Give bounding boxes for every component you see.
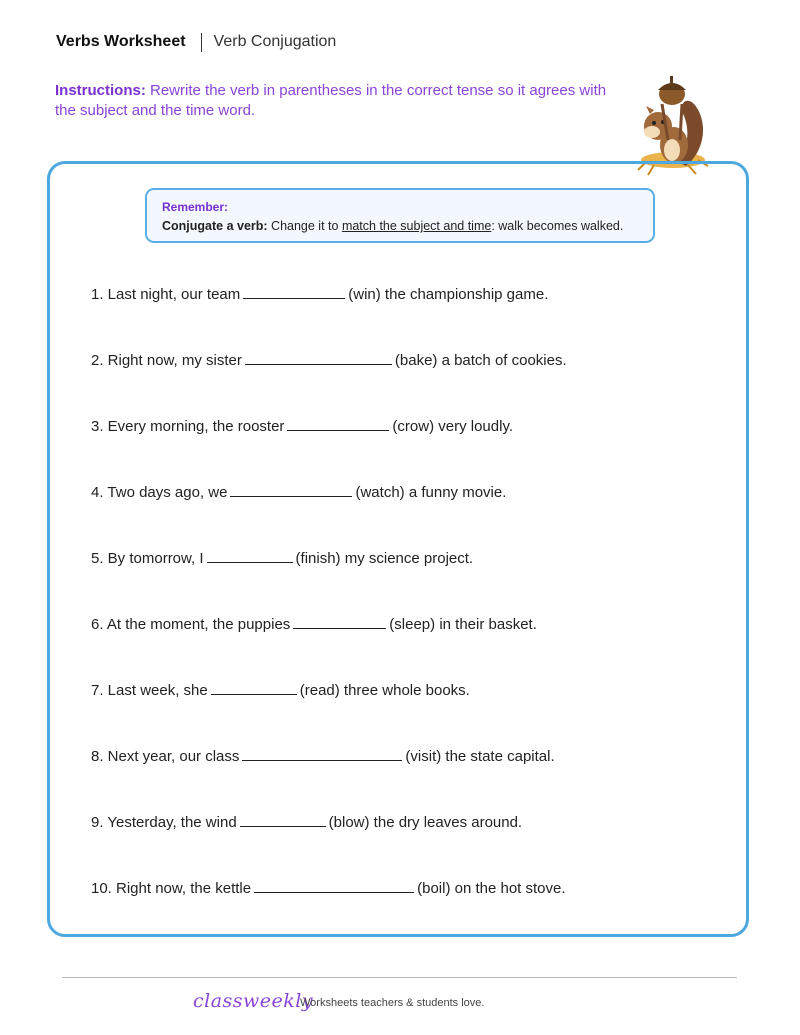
header-divider [201,33,202,52]
question-item [91,614,731,680]
question-item [91,746,731,812]
question-item [91,812,731,878]
question-item [91,680,731,746]
answer-blank[interactable] [287,416,389,431]
answer-blank[interactable] [254,878,414,893]
answer-blank[interactable] [211,680,297,695]
question-item [91,548,731,614]
answer-blank[interactable] [230,482,352,497]
instructions-text: Rewrite the verb in parentheses in the correct tense so it agrees with the subject and the time word. [55,82,607,119]
remember-label: Remember: [162,200,229,214]
answer-blank[interactable] [245,350,392,365]
question-item [91,284,731,350]
question-item [91,416,731,482]
remember-text-after: : walk becomes walked. [491,219,624,233]
question-verb-hint: (finish) my science project. [295,550,474,567]
question-verb-hint: (boil) on the hot stove. [417,880,566,897]
question-prompt: 1. Last night, our team [91,286,241,303]
question-prompt: 2. Right now, my sister [91,352,242,369]
question-verb-hint: (watch) a funny movie. [355,484,507,501]
answer-blank[interactable] [293,614,386,629]
footer-divider [62,977,737,978]
question-verb-hint: (sleep) in their basket. [389,616,537,633]
answer-blank[interactable] [240,812,326,827]
question-verb-hint: (bake) a batch of cookies. [394,352,567,369]
remember-text-before: Change it to [267,219,342,233]
question-prompt: 7. Last week, she [91,682,208,699]
question-verb-hint: (read) three whole books. [299,682,470,699]
remember-term: Conjugate a verb: [162,219,268,233]
worksheet-title: Verbs Worksheet [56,33,186,50]
remember-box [145,188,655,243]
instructions [55,81,625,121]
answer-blank[interactable] [207,548,293,563]
brand-logo: classweekly [193,990,314,1012]
question-item [91,878,731,944]
answer-blank[interactable] [242,746,402,761]
remember-underlined: match the subject and time [341,219,492,233]
question-prompt: 5. By tomorrow, I [91,550,204,567]
remember-text [162,215,653,237]
answer-blank[interactable] [243,284,345,299]
question-verb-hint: (crow) very loudly. [392,418,514,435]
question-verb-hint: (visit) the state capital. [405,748,555,765]
question-item [91,350,731,416]
question-prompt: 3. Every morning, the rooster [91,418,285,435]
question-item [91,482,731,548]
worksheet-header [56,30,336,54]
worksheet-subtitle: Verb Conjugation [213,33,337,50]
question-prompt: 9. Yesterday, the wind [91,814,237,831]
question-verb-hint: (blow) the dry leaves around. [328,814,523,831]
question-verb-hint: (win) the championship game. [348,286,549,303]
question-list [91,284,731,944]
instructions-label: Instructions: [55,82,146,99]
question-prompt: 6. At the moment, the puppies [91,616,291,633]
question-prompt: 8. Next year, our class [91,748,240,765]
footer-tagline: Worksheets teachers & students love. [300,997,485,1009]
question-prompt: 10. Right now, the kettle [91,880,252,897]
question-prompt: 4. Two days ago, we [91,484,228,501]
